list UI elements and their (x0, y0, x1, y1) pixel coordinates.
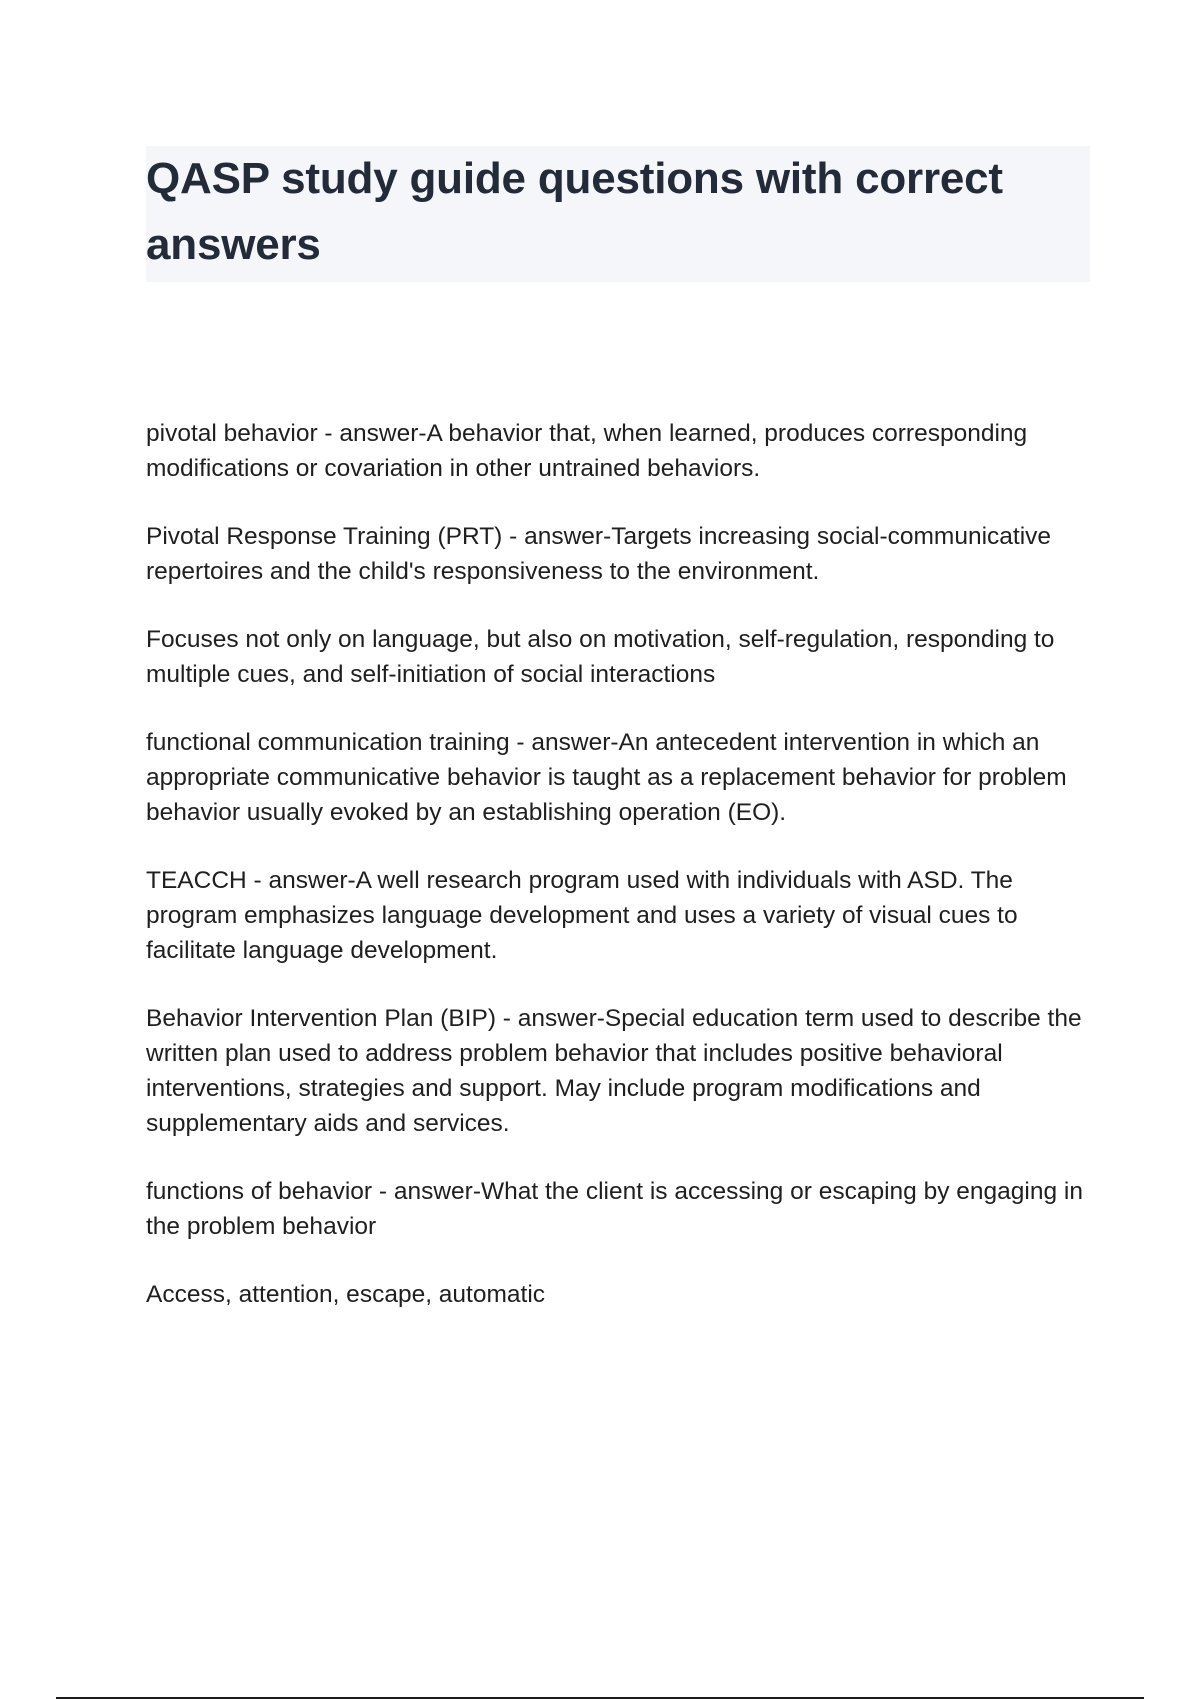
footer-divider (56, 1697, 1144, 1699)
document-body (146, 416, 1096, 1345)
paragraph-pivotal-behavior: pivotal behavior - answer-A behavior that, when learned, produces corresponding modifications or covariation in other untrained behaviors. (146, 420, 1028, 482)
paragraph-bip: Behavior Intervention Plan (BIP) - answer-Special education term used to describe the written plan used to address problem behavior that includes positive behavioral interventions, strategies and support. May include program modifications and supplementary aids and services. (146, 1005, 1082, 1137)
paragraph-prt-focus: Focuses not only on language, but also on motivation, self-regulation, responding to multiple cues, and self-initiation of social interactions (146, 626, 1055, 688)
paragraph-functions-of-behavior: functions of behavior - answer-What the client is accessing or escaping by engaging in the problem behavior (146, 1178, 1083, 1240)
paragraph-prt: Pivotal Response Training (PRT) - answer-Targets increasing social-communicative repertoires and the child's responsiveness to the environment. (146, 523, 1052, 585)
document-title: QASP study guide questions with correct answers (146, 154, 1003, 269)
paragraph-functions-list: Access, attention, escape, automatic (146, 1281, 546, 1308)
paragraph-fct: functional communication training - answer-An antecedent intervention in which an appropriate communicative behavior is taught as a replacement behavior for problem behavior usually evoked by an establishing operation (EO). (146, 729, 1067, 826)
title-block (146, 146, 1090, 282)
paragraph-teacch: TEACCH - answer-A well research program used with individuals with ASD. The program emphasizes language development and uses a variety of visual cues to facilitate language development. (146, 867, 1018, 964)
